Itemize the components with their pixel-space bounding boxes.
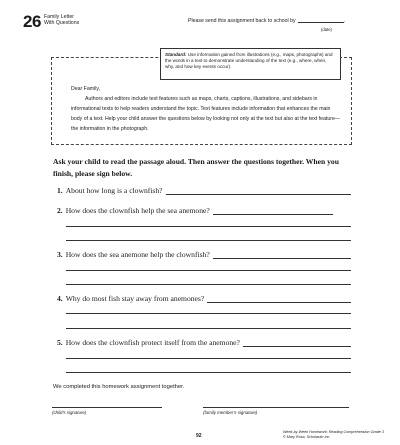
family-letter <box>71 84 341 134</box>
send-back-text: Please send this assignment back to school by <box>188 18 296 24</box>
answer-4-line-2[interactable] <box>66 313 351 314</box>
answer-1-line[interactable] <box>166 188 351 195</box>
credit <box>283 430 384 440</box>
instructions: Ask your child to read the passage aloud. Then answer the questions together. When you finish, please sign below. <box>53 157 339 178</box>
question-3-number: 3. <box>57 250 63 259</box>
question-2-number: 2. <box>57 206 63 215</box>
question-3-text: How does the sea anemone help the clownfish? <box>65 250 210 259</box>
header-title-line1: Family Letter <box>44 14 74 20</box>
answer-3-line-3[interactable] <box>66 284 351 285</box>
question-2 <box>57 206 333 215</box>
answer-2-line[interactable] <box>213 208 333 215</box>
date-label: (date) <box>321 27 332 32</box>
answer-2-line-2[interactable] <box>66 226 351 227</box>
letter-greeting: Dear Family, <box>71 86 101 92</box>
question-2-text: How does the clownfish help the sea anemone? <box>65 206 210 215</box>
answer-3-line-2[interactable] <box>66 270 351 271</box>
credit-line-2: © Mary Rosa, Scholastic Inc. <box>283 435 331 439</box>
answer-4-line-3[interactable] <box>66 328 351 329</box>
question-4-number: 4. <box>57 294 63 303</box>
question-1-text: About how long is a clownfish? <box>65 186 163 195</box>
standard-text: Use information gained from illustrations (e.g., maps, photographs) and the words in a text to demonstrate understanding of the text (e.g., where, when, why, and how key events occur). <box>165 52 333 70</box>
question-1-number: 1. <box>57 186 63 195</box>
question-5 <box>57 338 351 347</box>
question-4 <box>57 294 351 303</box>
header-title <box>44 14 79 27</box>
question-5-text: How does the clownfish protect itself from the anemone? <box>65 338 240 347</box>
lesson-number: 26 <box>23 12 41 31</box>
answer-5-line-3[interactable] <box>66 372 351 373</box>
credit-line-1: Week-by-Week Homework: Reading Comprehension Grade 3 <box>283 430 384 434</box>
question-5-number: 5. <box>57 338 63 347</box>
child-signature-line[interactable] <box>52 407 162 408</box>
answer-5-line[interactable] <box>243 340 351 347</box>
standard-label: Standard: <box>165 52 187 57</box>
answer-2-line-3[interactable] <box>66 240 351 241</box>
header-title-line2: With Questions <box>44 20 80 27</box>
question-1 <box>57 186 351 195</box>
date-line[interactable] <box>298 22 344 23</box>
page-number: 92 <box>196 433 202 439</box>
completion-statement: We completed this homework assignment together. <box>53 384 185 390</box>
send-back-instruction: Please send this assignment back to school by . <box>188 18 346 24</box>
question-4-text: Why do most fish stay away from anemones? <box>65 294 205 303</box>
answer-4-line[interactable] <box>207 296 351 303</box>
family-signature-line[interactable] <box>203 407 349 408</box>
family-signature-label: (family member’s signature) <box>203 410 258 415</box>
answer-3-line[interactable] <box>213 252 351 259</box>
question-3 <box>57 250 351 259</box>
letter-body: Authors and editors include text features such as maps, charts, captions, illustrations, and sidebars in informational texts to help readers understand the topic. Text features include information that enhances the main body of a text. Help your child answer the questions below by looking not only at the text but also at the text feature—the information in the photograph. <box>71 96 341 132</box>
standard-box <box>160 48 341 80</box>
child-signature-label: (child’s signature) <box>52 410 87 415</box>
answer-5-line-2[interactable] <box>66 358 351 359</box>
